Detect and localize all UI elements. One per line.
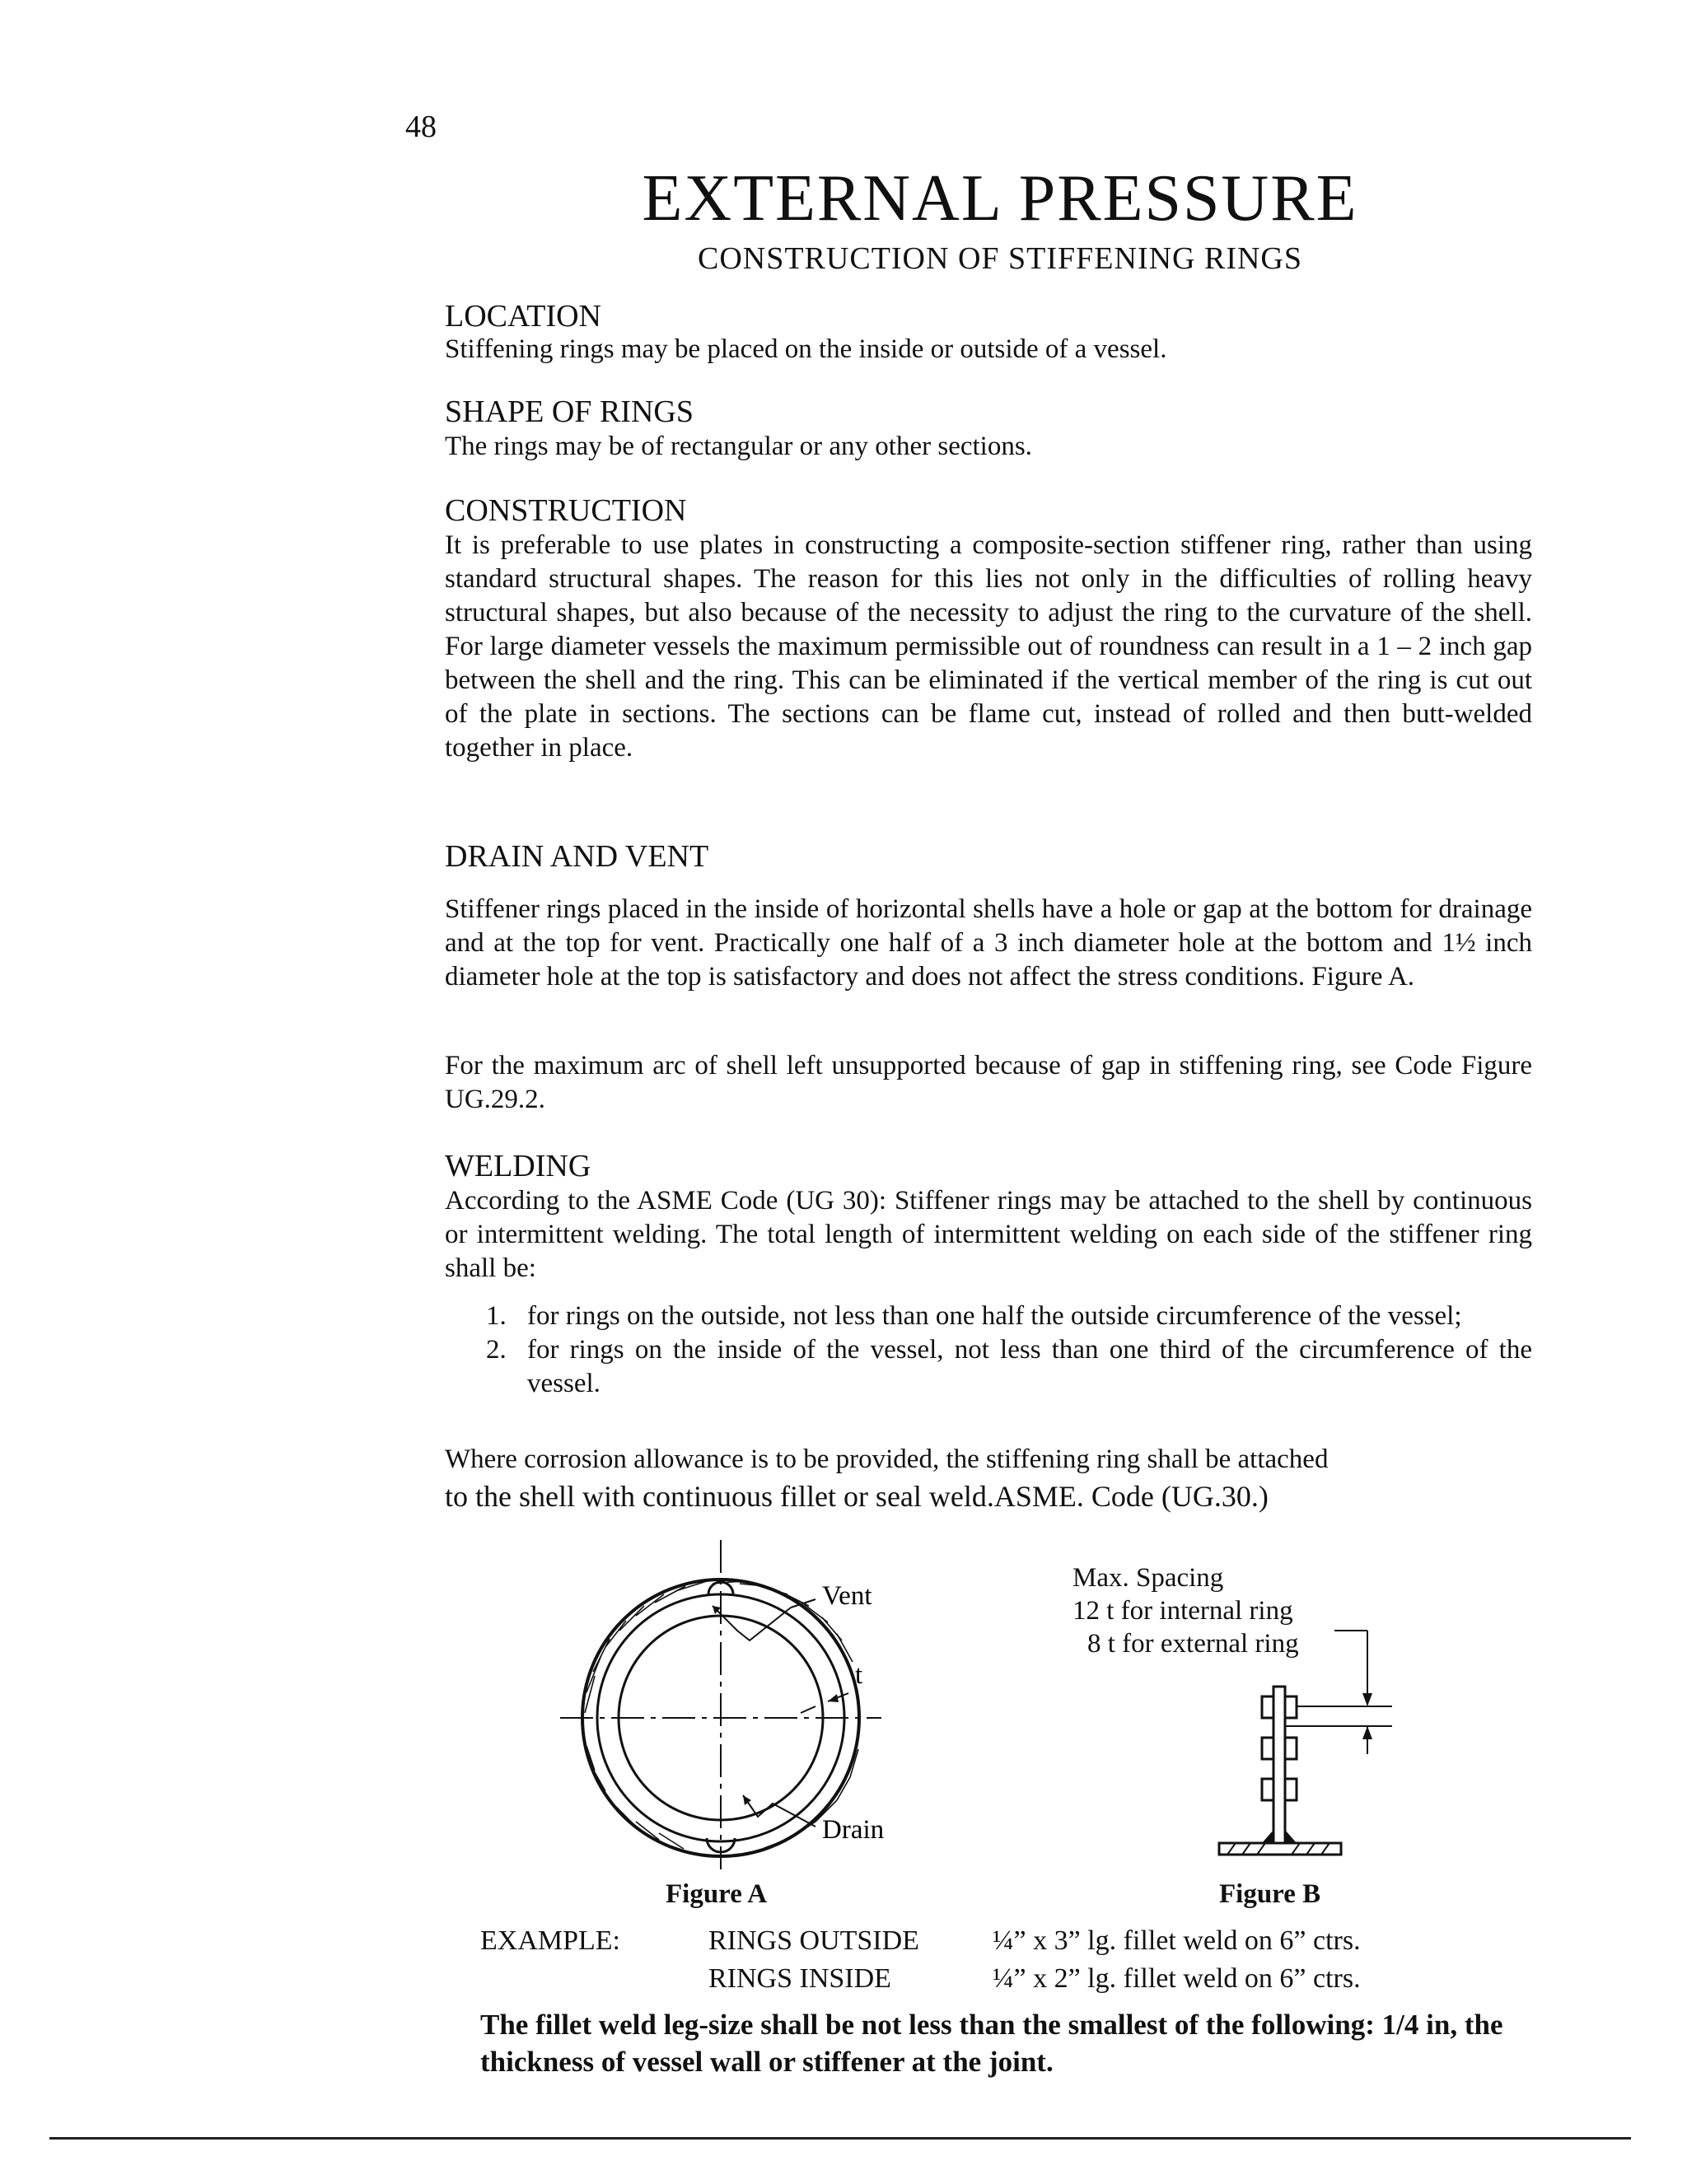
figure-b-spacing-internal: 12 t for internal ring (1072, 1596, 1293, 1626)
construction-text: It is preferable to use plates in constructing a composite-section stiffener ring, rather than using standard structural shapes. The reason for this lies not only in the difficulties of rolling heavy structural shapes, but also because of the necessity to adjust the ring to the curvature of the shell. For large diameter vessels the maximum permissible out of roundness can result in a 1 – 2 inch gap between the shell and the ring. This can be eliminated if the vertical member of the ring is cut out of the plate in sections. The sections can be flame cut, instead of rolled and then butt-welded together in place. (445, 530, 1532, 763)
page-number: 48 (405, 110, 437, 144)
location-heading: LOCATION (445, 299, 601, 334)
t-label: t (855, 1660, 863, 1690)
figure-b-spacing-title: Max. Spacing (1072, 1563, 1224, 1593)
example-table (708, 1922, 1361, 1998)
vent-label: Vent (822, 1581, 872, 1611)
figure-a-caption: Figure A (666, 1879, 768, 1909)
fillet-weld-note: The fillet weld leg-size shall be not less than the smallest of the following: 1/4 in, the thickness of vessel wall or stiffener at the joint. (480, 2009, 1503, 2078)
welding-list (486, 1300, 1532, 1401)
construction-heading: CONSTRUCTION (445, 493, 687, 528)
figure-a-diagram (544, 1532, 1005, 1878)
location-text: Stiffening rings may be placed on the inside or outside of a vessel. (445, 334, 1167, 364)
example-row-spec: ¼” x 2” lg. fillet weld on 6” ctrs. (993, 1963, 1361, 1994)
list-item (486, 1333, 1532, 1401)
drain-vent-text: Stiffener rings placed in the inside of horizontal shells have a hole or gap at the bottom for drainage and at the top for vent. Practically one half of a 3 inch diameter hole at the bottom and 1½ inch diameter hole at the top is satisfactory and does not affect the stress conditions. Figure A. (445, 894, 1532, 992)
welding-heading: WELDING (445, 1149, 591, 1183)
list-number: 2. (486, 1335, 507, 1365)
page-subtitle: CONSTRUCTION OF STIFFENING RINGS (697, 241, 1303, 276)
example-row (708, 1960, 1361, 1998)
drain-vent-heading: DRAIN AND VENT (445, 839, 709, 874)
example-row-name: RINGS OUTSIDE (708, 1925, 919, 1956)
figure-b-spacing-external: 8 t for external ring (1087, 1629, 1299, 1659)
shape-heading: SHAPE OF RINGS (445, 394, 694, 429)
example-row-name: RINGS INSIDE (708, 1963, 891, 1994)
drain-label: Drain (822, 1815, 885, 1845)
figure-b-caption: Figure B (1219, 1879, 1321, 1909)
page-title: EXTERNAL PRESSURE (642, 162, 1358, 235)
welding-after-line-1: Where corrosion allowance is to be provided, the stiffening ring shall be attached (445, 1444, 1329, 1474)
welding-after-line-2: to the shell with continuous fillet or seal weld.ASME. Code (UG.30.) (445, 1480, 1269, 1513)
shape-text: The rings may be of rectangular or any other sections. (445, 432, 1032, 461)
example-label: EXAMPLE: (480, 1925, 620, 1956)
drain-vent-text-2: For the maximum arc of shell left unsupported because of gap in stiffening ring, see Code Figure UG.29.2. (445, 1051, 1532, 1114)
list-number: 1. (486, 1301, 507, 1331)
welding-text: According to the ASME Code (UG 30): Stiffener rings may be attached to the shell by continuous or intermittent welding. The total length of intermittent welding on each side of the stiffener ring shall be: (445, 1186, 1532, 1283)
bottom-rule (49, 2137, 1631, 2140)
example-row-spec: ¼” x 3” lg. fillet weld on 6” ctrs. (993, 1925, 1361, 1956)
example-row (708, 1922, 1361, 1960)
list-text: for rings on the inside of the vessel, not less than one third of the circumference of the vessel. (527, 1335, 1532, 1398)
figure-b-diagram (1203, 1614, 1400, 1878)
list-item (486, 1300, 1532, 1333)
list-text: for rings on the outside, not less than one half the outside circumference of the vessel; (527, 1301, 1462, 1331)
